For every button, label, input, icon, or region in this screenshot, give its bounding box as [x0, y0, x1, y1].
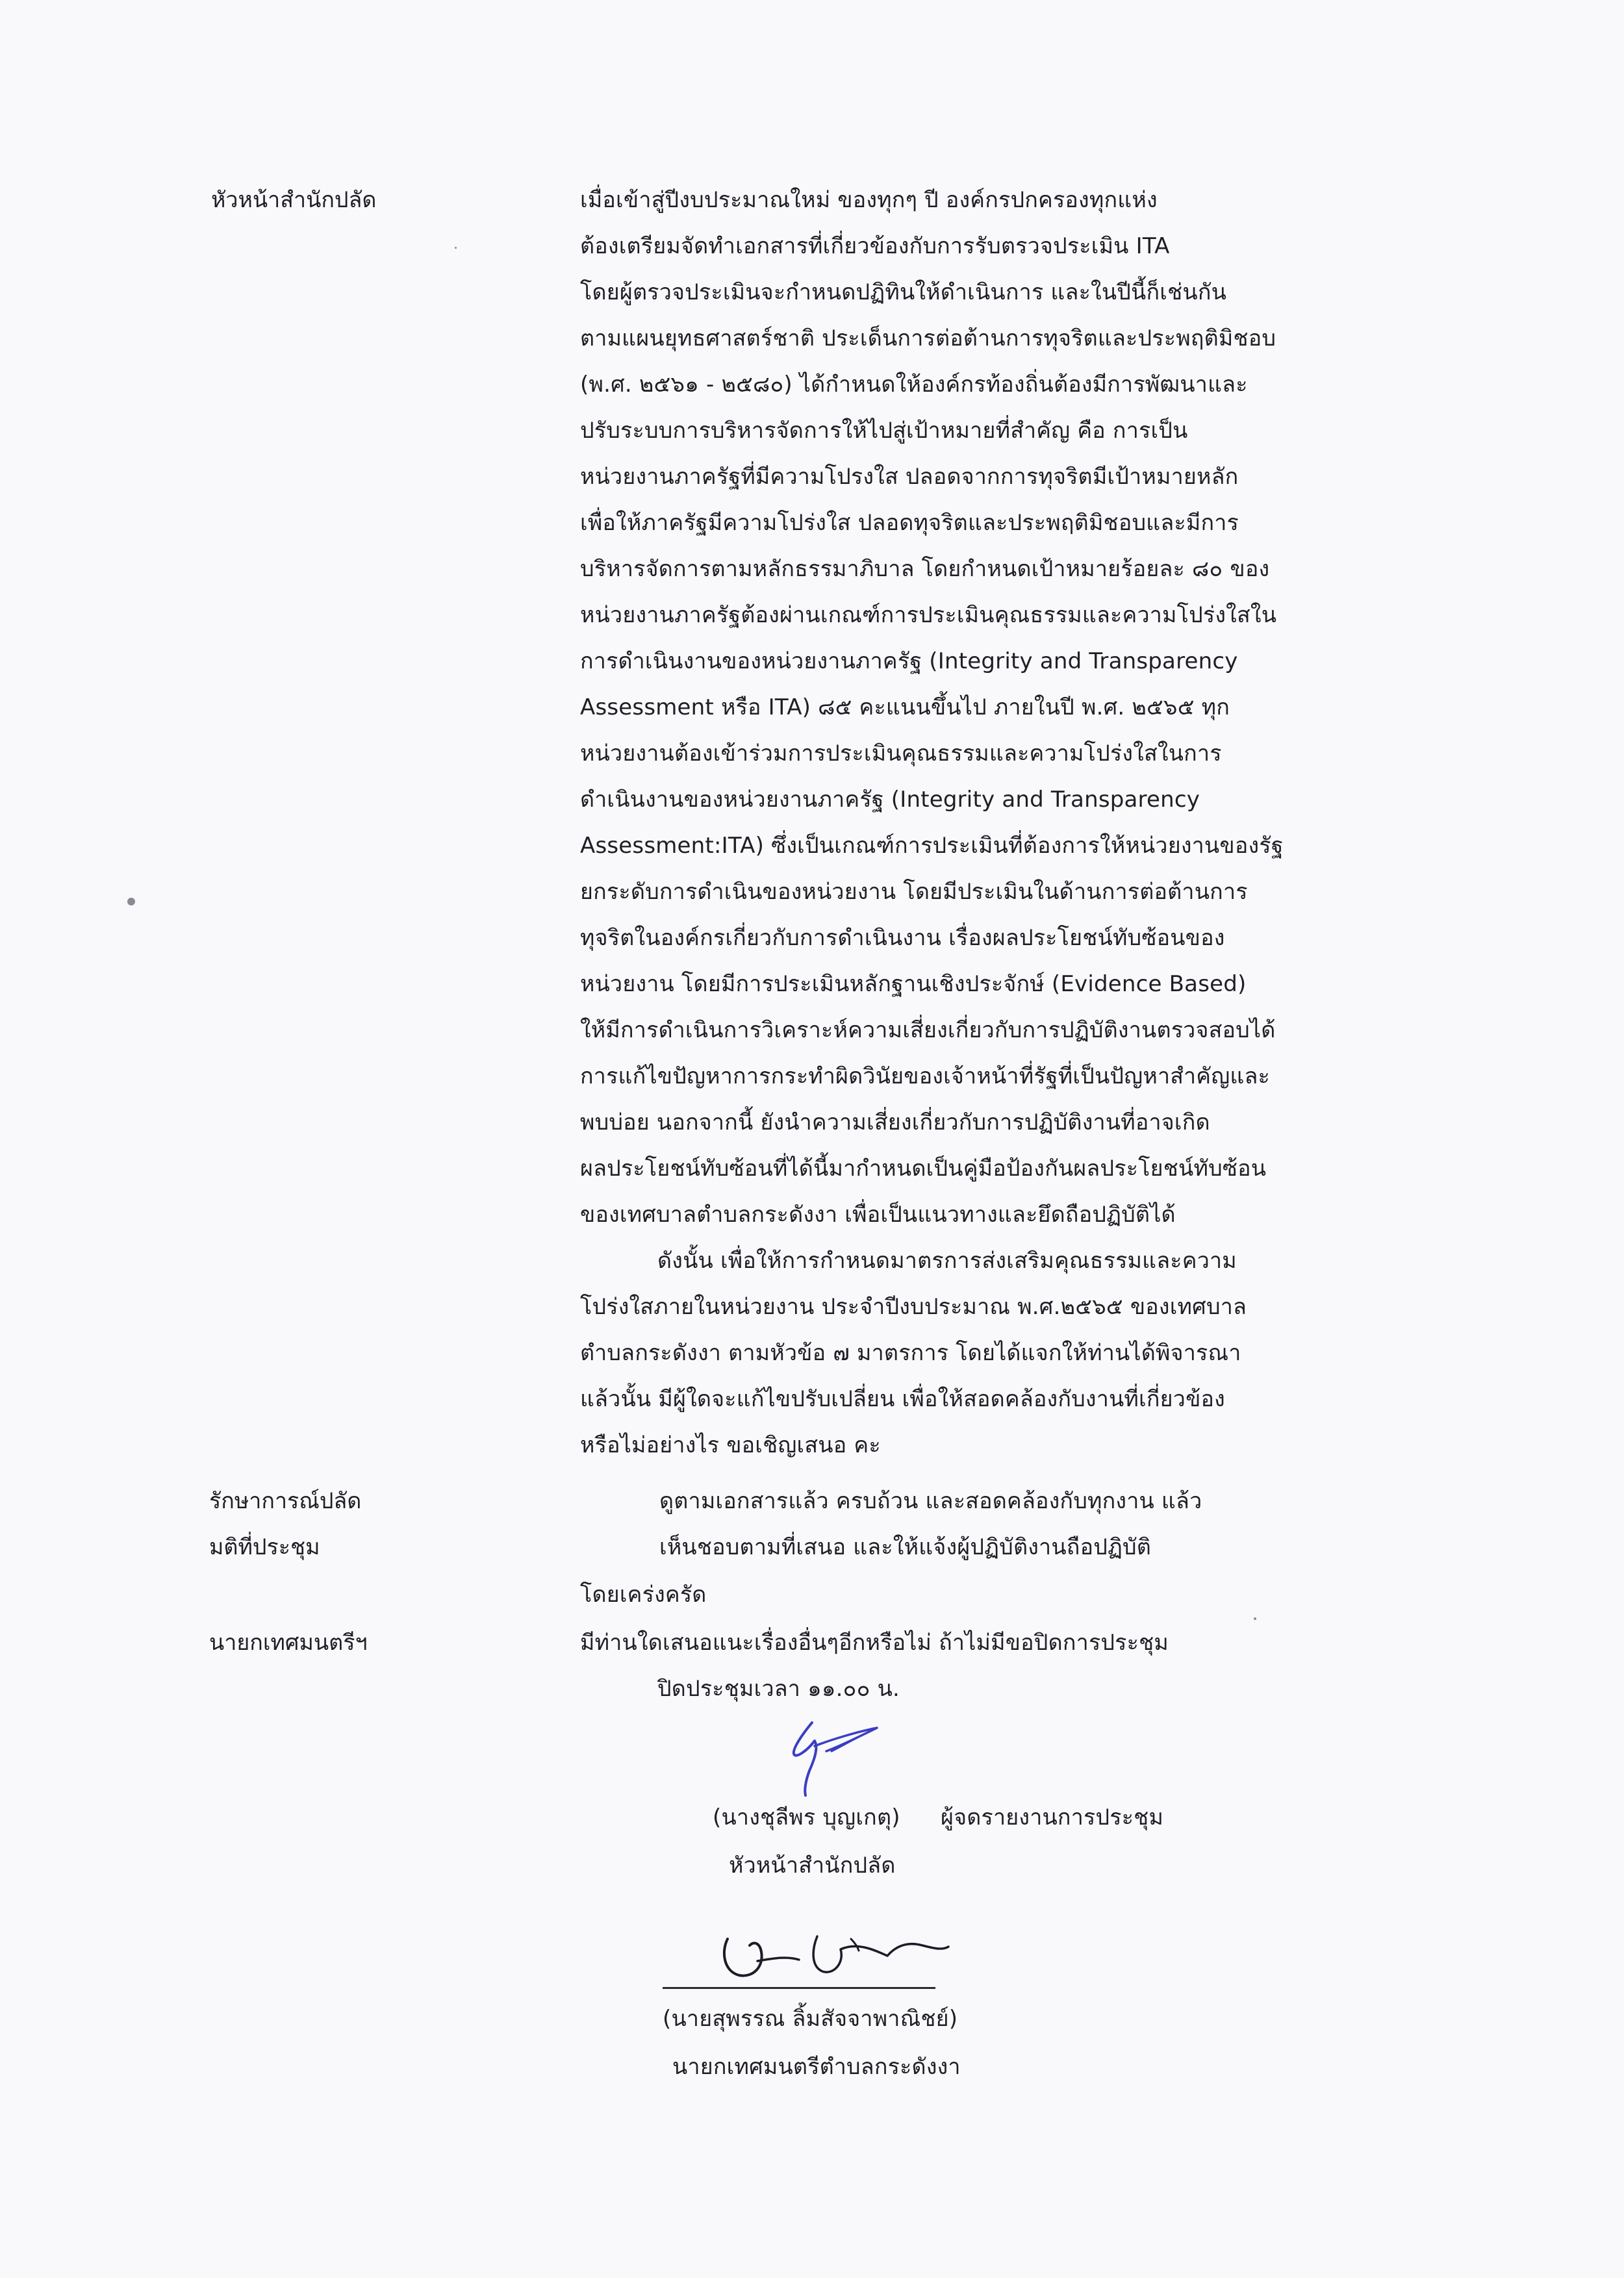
body-line: หน่วยงาน โดยมีการประเมินหลักฐานเชิงประจักษ์ (Evidence Based) [580, 971, 1247, 997]
body-line: หรือไม่อย่างไร ขอเชิญเสนอ คะ [580, 1432, 881, 1458]
body-line: (พ.ศ. ๒๕๖๑ - ๒๕๘๐) ได้กำหนดให้องค์กรท้องถิ่นต้องมีการพัฒนาและ [580, 372, 1248, 398]
body-line: ของเทศบาลตำบลกระดังงา เพื่อเป็นแนวทางและยึดถือปฏิบัติได้ [580, 1202, 1176, 1228]
body-line: เพื่อให้ภาครัฐมีความโปร่งใส ปลอดทุจริตและประพฤติมิชอบและมีการ [580, 510, 1239, 536]
acting-clerk-text: ดูตามเอกสารแล้ว ครบถ้วน และสอดคล้องกับทุกงาน แล้ว [659, 1488, 1202, 1514]
body-line: ให้มีการดำเนินการวิเคราะห์ความเสี่ยงเกี่ยวกับการปฏิบัติงานตรวจสอบได้ [580, 1017, 1276, 1043]
body-line: ตำบลกระดังงา ตามหัวข้อ ๗ มาตรการ โดยได้แจกให้ท่านได้พิจารณา [580, 1340, 1241, 1366]
body-line: โปร่งใสภายในหน่วยงาน ประจำปีงบประมาณ พ.ศ.๒๕๖๕ ของเทศบาล [580, 1294, 1247, 1320]
speaker-head-office: หัวหน้าสำนักปลัด [211, 187, 377, 213]
body-line: ดังนั้น เพื่อให้การกำหนดมาตรการส่งเสริมคุณธรรมและความ [657, 1248, 1237, 1274]
signature-1-image [767, 1708, 922, 1812]
signatory-1-name: (นางชุลีพร บุญเกตุ) [713, 1804, 900, 1830]
body-line: การแก้ไขปัญหาการกระทำผิดวินัยของเจ้าหน้าที่รัฐที่เป็นปัญหาสำคัญและ [580, 1063, 1271, 1089]
body-line: แล้วนั้น มีผู้ใดจะแก้ไขปรับเปลี่ยน เพื่อให้สอดคล้องกับงานที่เกี่ยวข้อง [580, 1386, 1225, 1412]
body-line: โดยผู้ตรวจประเมินจะกำหนดปฏิทินให้ดำเนินการ และในปีนี้ก็เช่นกัน [580, 279, 1227, 305]
scan-speck [455, 247, 457, 249]
speaker-resolution: มติที่ประชุม [209, 1534, 320, 1560]
signatory-2-name: (นายสุพรรณ ลิ้มสัจจาพาณิชย์) [663, 2006, 958, 2032]
body-line: ต้องเตรียมจัดทำเอกสารที่เกี่ยวข้องกับการรับตรวจประเมิน ITA [580, 233, 1170, 259]
speaker-mayor: นายกเทศมนตรีฯ [209, 1630, 368, 1656]
body-line: หน่วยงานต้องเข้าร่วมการประเมินคุณธรรมและความโปร่งใสในการ [580, 740, 1222, 766]
signature-2-image [702, 1913, 974, 1991]
scan-speck [1254, 1617, 1256, 1620]
body-line: ผลประโยชน์ทับซ้อนที่ได้นี้มากำหนดเป็นคู่มือป้องกันผลประโยชน์ทับซ้อน [580, 1156, 1267, 1182]
body-line: ปรับระบบการบริหารจัดการให้ไปสู่เป้าหมายที่สำคัญ คือ การเป็น [580, 418, 1188, 444]
body-line: ทุจริตในองค์กรเกี่ยวกับการดำเนินงาน เรื่องผลประโยชน์ทับซ้อนของ [580, 925, 1225, 951]
resolution-text: เห็นชอบตามที่เสนอ และให้แจ้งผู้ปฏิบัติงานถือปฏิบัติ [659, 1534, 1152, 1560]
signature-line [663, 1987, 935, 1989]
mayor-text: มีท่านใดเสนอแนะเรื่องอื่นๆอีกหรือไม่ ถ้าไม่มีขอปิดการประชุม [580, 1630, 1169, 1656]
body-line: การดำเนินงานของหน่วยงานภาครัฐ (Integrity and Transparency [580, 648, 1238, 674]
body-line: ยกระดับการดำเนินของหน่วยงาน โดยมีประเมินในด้านการต่อต้านการ [580, 879, 1248, 905]
body-line: พบบ่อย นอกจากนี้ ยังนำความเสี่ยงเกี่ยวกับการปฏิบัติงานที่อาจเกิด [580, 1109, 1210, 1135]
body-line: ดำเนินงานของหน่วยงานภาครัฐ (Integrity and Transparency [580, 787, 1200, 813]
speaker-acting-clerk: รักษาการณ์ปลัด [209, 1488, 362, 1514]
body-line: บริหารจัดการตามหลักธรรมาภิบาล โดยกำหนดเป้าหมายร้อยละ ๘๐ ของ [580, 556, 1270, 582]
body-line: Assessment หรือ ITA) ๘๕ คะแนนขึ้นไป ภายในปี พ.ศ. ๒๕๖๕ ทุก [580, 694, 1230, 720]
body-line: หน่วยงานภาครัฐที่มีความโปรงใส ปลอดจากการทุจริตมีเป้าหมายหลัก [580, 464, 1239, 490]
body-line: เมื่อเข้าสู่ปีงบประมาณใหม่ ของทุกๆ ปี องค์กรปกครองทุกแห่ง [580, 187, 1158, 213]
scan-speck [127, 898, 135, 905]
body-line: ตามแผนยุทธศาสตร์ชาติ ประเด็นการต่อต้านการทุจริตและประพฤติมิชอบ [580, 325, 1276, 351]
signatory-1-position: หัวหน้าสำนักปลัด [729, 1853, 896, 1879]
resolution-text-cont: โดยเคร่งครัด [580, 1582, 707, 1608]
signatory-1-role: ผู้จดรายงานการประชุม [941, 1804, 1164, 1830]
body-line: หน่วยงานภาครัฐต้องผ่านเกณฑ์การประเมินคุณธรรมและความโปร่งใสใน [580, 602, 1277, 628]
signatory-2-position: นายกเทศมนตรีตำบลกระดังงา [672, 2054, 961, 2080]
closing-time: ปิดประชุมเวลา ๑๑.๐๐ น. [657, 1676, 900, 1702]
body-line: Assessment:ITA) ซึ่งเป็นเกณฑ์การประเมินที่ต้องการให้หน่วยงานของรัฐ [580, 833, 1284, 859]
